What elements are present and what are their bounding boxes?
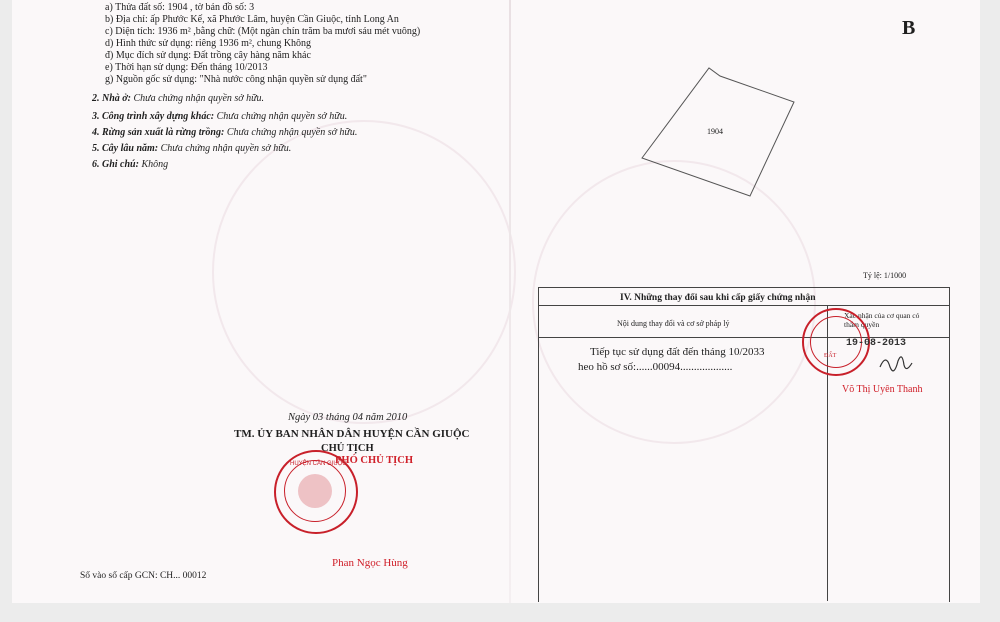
purpose-line: đ) Mục đích sử dụng: Đất trồng cây hàng năm khác [105,50,311,61]
term-line: e) Thời hạn sử dụng: Đến tháng 10/2013 [105,62,268,73]
issue-date: Ngày 03 tháng 04 năm 2010 [288,412,408,423]
issuing-authority: TM. ỦY BAN NHÂN DÂN HUYỆN CẦN GIUỘC [234,428,470,440]
confirmation-date: 19-08-2013 [846,338,907,349]
changes-col-header: Nội dung thay đổi và cơ sở pháp lý [617,319,730,328]
seal-text: HUYỆN CẦN GIUỘC [290,461,347,467]
item-other-construction: 3. Công trình xây dựng khác: Chưa chứng nhận quyền sở hữu. [92,111,348,122]
parcel-map-label: 1904 [707,127,723,136]
parcel-number-line: a) Thửa đất số: 1904 , tờ bản đồ số: 3 [105,2,255,13]
page-letter: B [902,17,916,39]
vice-chairman-title: PHÓ CHỦ TỊCH [335,455,413,466]
change-content-line2: heo hồ sơ số:......00094................... [578,361,733,373]
map-scale: Tỷ lệ: 1/1000 [863,271,907,280]
usage-form-line: d) Hình thức sử dụng: riêng 1936 m², chung Không [105,38,312,49]
area-line: c) Diện tích: 1936 m² ,bằng chữ: (Một ngàn chín trăm ba mươi sáu mét vuông) [105,26,421,37]
signer-name: Phan Ngọc Hùng [332,557,408,569]
item-forest: 4. Rừng sản xuất là rừng trồng: Chưa chứng nhận quyền sở hữu. [92,127,358,138]
certificate-scan [12,0,980,603]
chairman-title: CHỦ TỊCH [321,443,374,454]
officer-name: Võ Thị Uyên Thanh [842,384,923,395]
changes-section-title: IV. Những thay đổi sau khi cấp giấy chứng nhận [620,293,816,303]
item-perennial: 5. Cây lâu năm: Chưa chứng nhận quyền sở hữu. [92,143,292,154]
address-line: b) Địa chỉ: ấp Phước Kế, xã Phước Lâm, huyện Cần Giuộc, tỉnh Long An [105,14,399,25]
origin-line: g) Nguồn gốc sử dụng: "Nhà nước công nhận quyền sử dụng đất" [105,74,367,85]
change-content-line1: Tiếp tục sử dụng đất đến tháng 10/2033 [590,346,765,358]
confirmation-seal-text: ĐẤT [824,353,837,359]
confirmation-col-header: Xác nhận của cơ quan có thẩm quyền [844,311,920,329]
item-house: 2. Nhà ở: Chưa chứng nhận quyền sở hữu. [92,93,265,104]
item-notes: 6. Ghi chú: Không [92,159,169,170]
registry-number: Số vào sổ cấp GCN: CH... 00012 [80,571,207,581]
officer-signature [12,0,980,603]
